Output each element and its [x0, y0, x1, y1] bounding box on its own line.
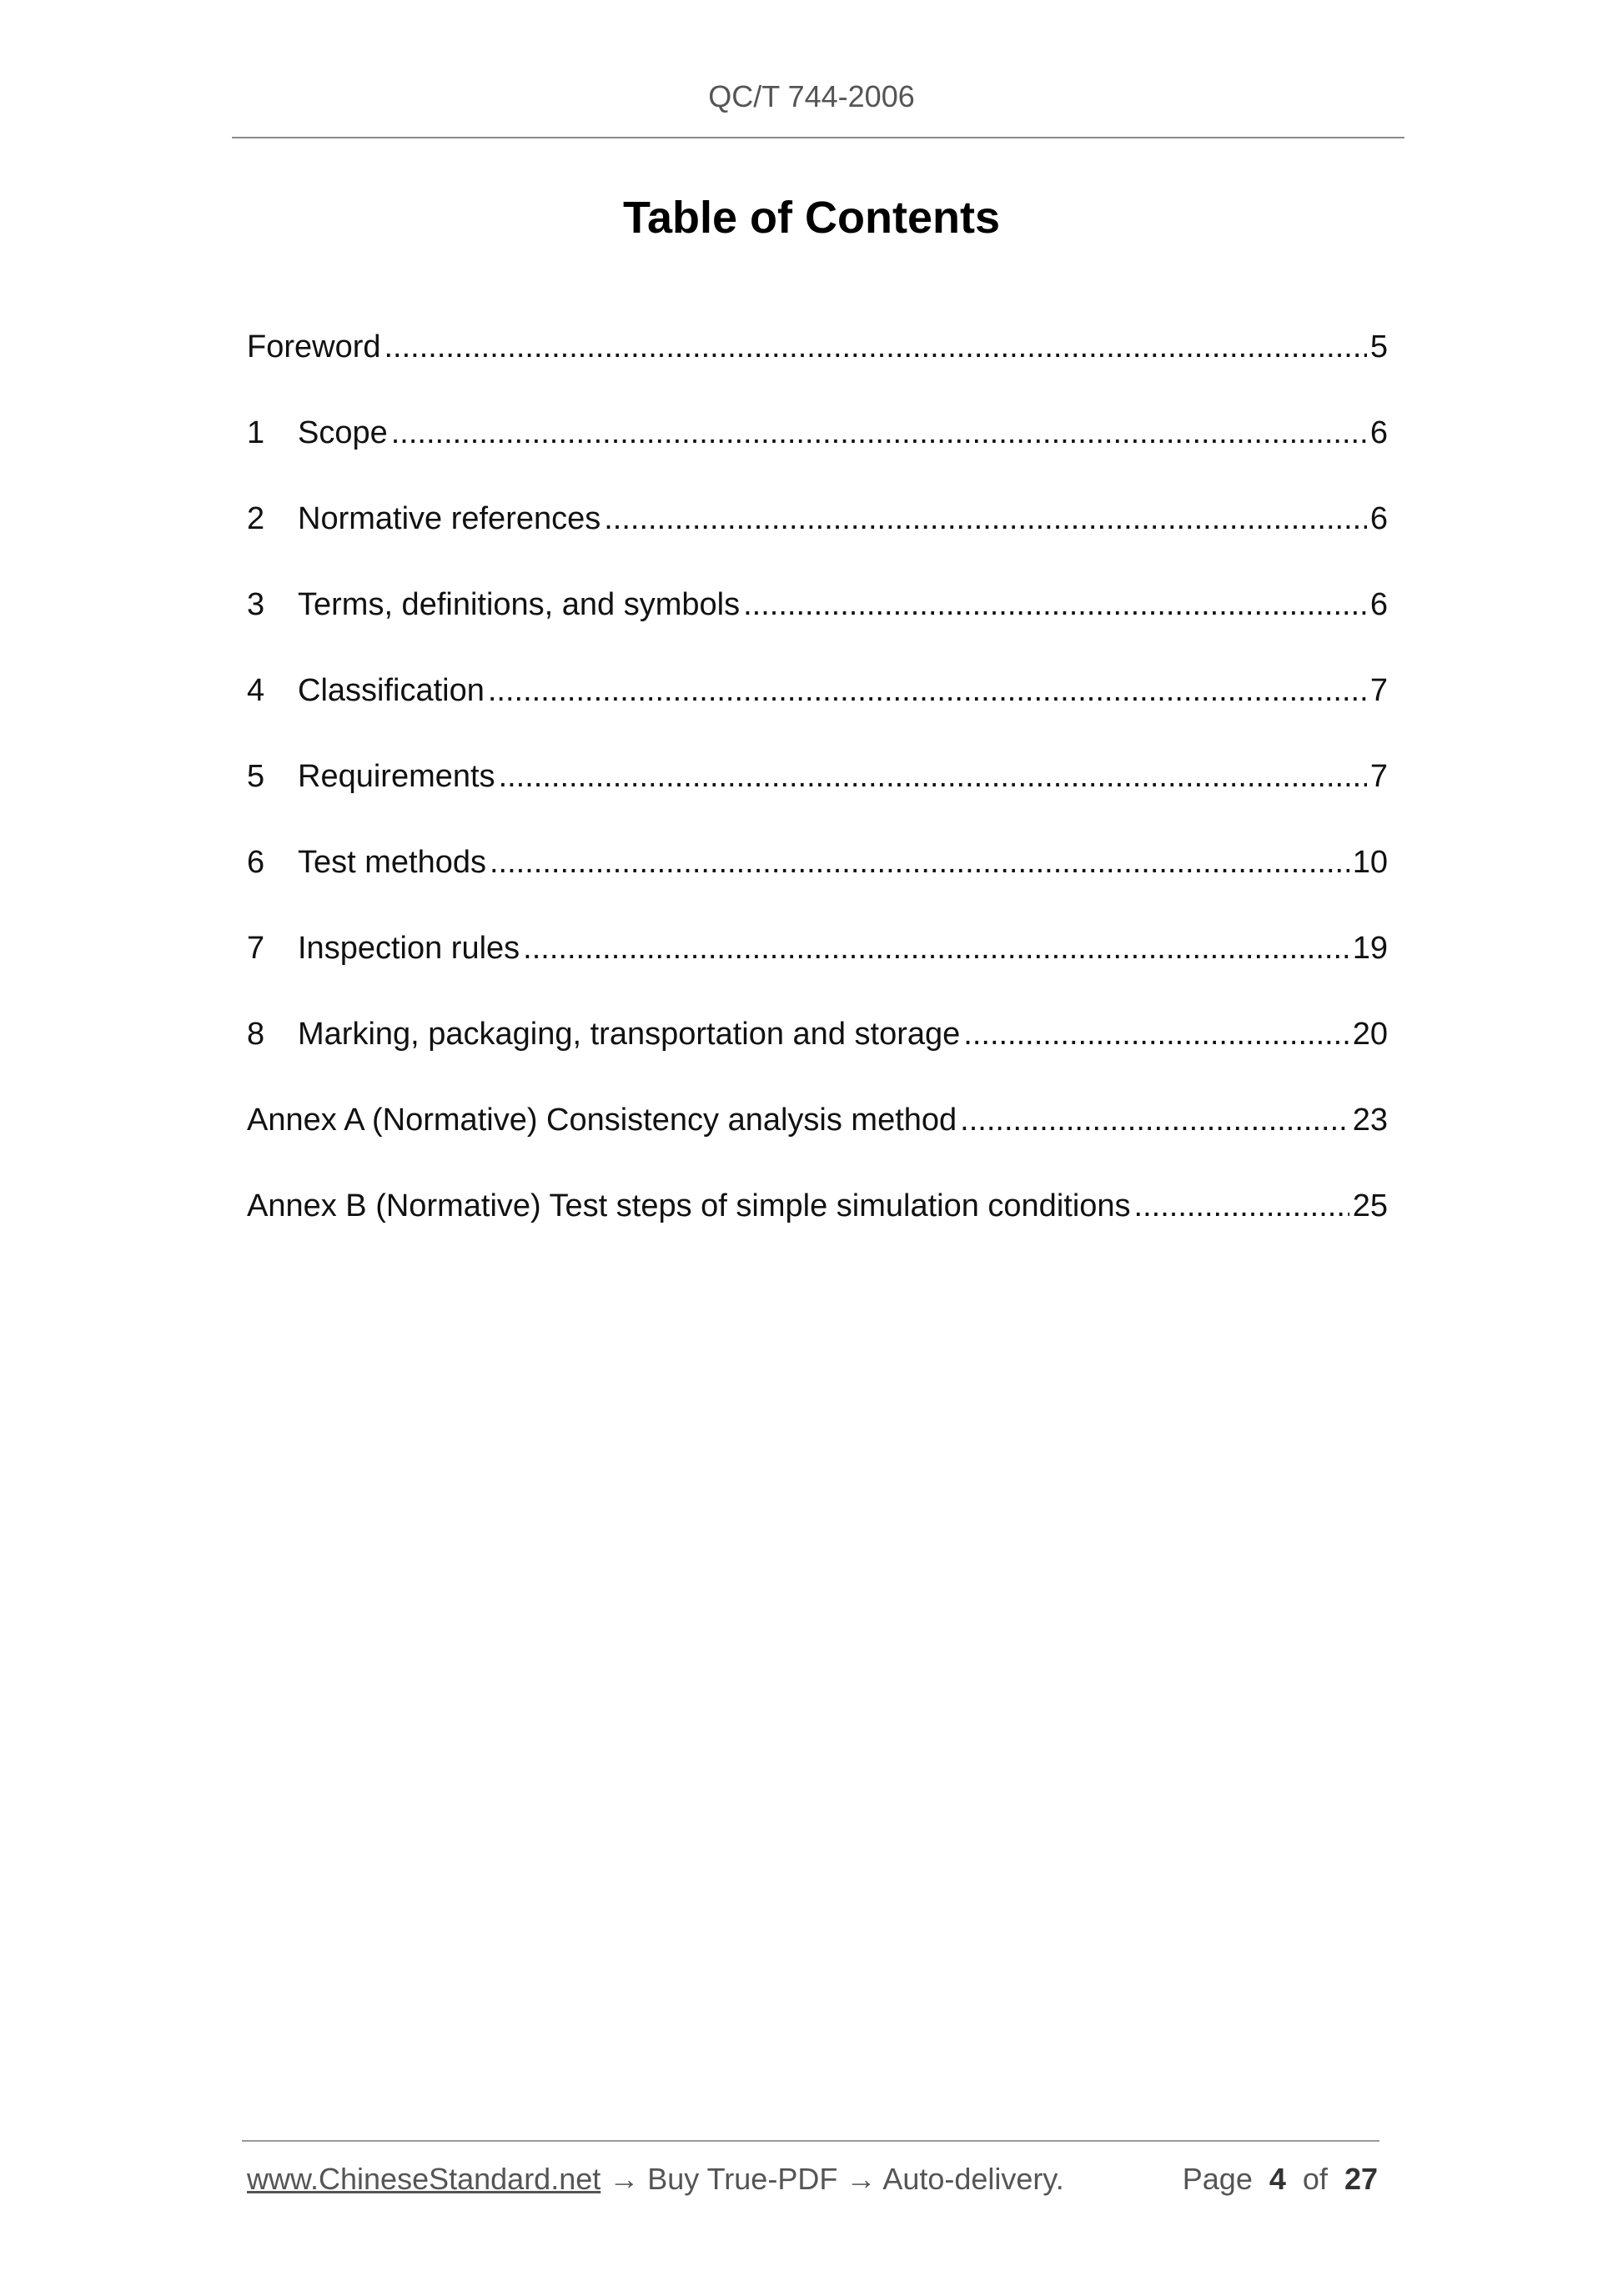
toc-section-number: 5: [247, 759, 265, 794]
toc-entry-title: Scope: [298, 415, 388, 450]
toc-page-number: 25: [1352, 1188, 1388, 1223]
page-label: Page: [1182, 2162, 1253, 2196]
of-label: of: [1302, 2162, 1328, 2196]
toc-entry-terms-definitions[interactable]: [247, 580, 1388, 666]
toc-section-number: 1: [247, 415, 265, 450]
toc-page-number: 23: [1352, 1103, 1388, 1138]
header-divider: [232, 137, 1404, 138]
toc-entry-foreword[interactable]: [247, 323, 1388, 409]
toc-entry-scope[interactable]: [247, 409, 1388, 495]
toc-dot-leader: [743, 580, 1367, 629]
toc-dot-leader: [384, 323, 1367, 371]
toc-dot-leader: [488, 666, 1367, 715]
toc-dot-leader: [1134, 1182, 1349, 1230]
footer-divider: [242, 2140, 1379, 2142]
toc-entry-classification[interactable]: [247, 666, 1388, 752]
toc-entry-annex-a[interactable]: [247, 1096, 1388, 1182]
toc-page-number: 6: [1369, 501, 1388, 536]
toc-section-number: 4: [247, 673, 265, 708]
current-page-number: 4: [1269, 2162, 1286, 2196]
toc-entry-title: Marking, packaging, transportation and storage: [298, 1017, 961, 1052]
toc-dot-leader: [963, 1010, 1349, 1058]
toc-page-number: 6: [1369, 415, 1388, 450]
toc-page-number: 7: [1369, 673, 1388, 708]
table-of-contents: [247, 323, 1388, 1268]
toc-entry-annex-b[interactable]: [247, 1182, 1388, 1268]
toc-page-number: 19: [1352, 931, 1388, 966]
toc-page-number: 10: [1352, 845, 1388, 880]
toc-dot-leader: [391, 409, 1367, 457]
website-link[interactable]: www.ChineseStandard.net: [247, 2162, 601, 2196]
toc-entry-title: Foreword: [247, 329, 381, 364]
toc-dot-leader: [523, 924, 1349, 972]
toc-section-number: 2: [247, 501, 265, 536]
footer-promo: [247, 2162, 1064, 2197]
toc-section-number: 8: [247, 1017, 265, 1052]
toc-entry-title: Test methods: [298, 845, 486, 880]
page-title: Table of Contents: [623, 193, 1000, 243]
toc-dot-leader: [960, 1096, 1349, 1144]
total-pages-number: 27: [1344, 2162, 1378, 2196]
toc-entry-title: Terms, definitions, and symbols: [298, 587, 741, 622]
toc-entry-normative-references[interactable]: [247, 495, 1388, 580]
toc-entry-title: Inspection rules: [298, 931, 520, 966]
document-code-header: QC/T 744-2006: [708, 79, 915, 113]
page-indicator: [1183, 2162, 1378, 2197]
toc-entry-requirements[interactable]: [247, 752, 1388, 838]
toc-section-number: 6: [247, 845, 265, 880]
toc-page-number: 20: [1352, 1017, 1388, 1052]
toc-section-number: 3: [247, 587, 265, 622]
toc-entry-title: Requirements: [298, 759, 495, 794]
toc-section-number: 7: [247, 931, 265, 966]
toc-entry-title: Annex A (Normative) Consistency analysis method: [247, 1103, 957, 1138]
toc-entry-title: Classification: [298, 673, 485, 708]
toc-entry-inspection-rules[interactable]: [247, 924, 1388, 1010]
toc-dot-leader: [604, 495, 1367, 543]
toc-page-number: 6: [1369, 587, 1388, 622]
toc-page-number: 7: [1369, 759, 1388, 794]
toc-dot-leader: [490, 838, 1349, 887]
toc-entry-title: Annex B (Normative) Test steps of simple simulation conditions: [247, 1188, 1131, 1223]
toc-entry-title: Normative references: [298, 501, 601, 536]
toc-entry-marking-packaging[interactable]: [247, 1010, 1388, 1096]
toc-entry-test-methods[interactable]: [247, 838, 1388, 924]
footer-tagline: → Buy True-PDF → Auto-delivery.: [600, 2162, 1064, 2196]
toc-page-number: 5: [1369, 329, 1388, 364]
page-footer: [247, 2162, 1378, 2197]
toc-dot-leader: [499, 752, 1367, 801]
